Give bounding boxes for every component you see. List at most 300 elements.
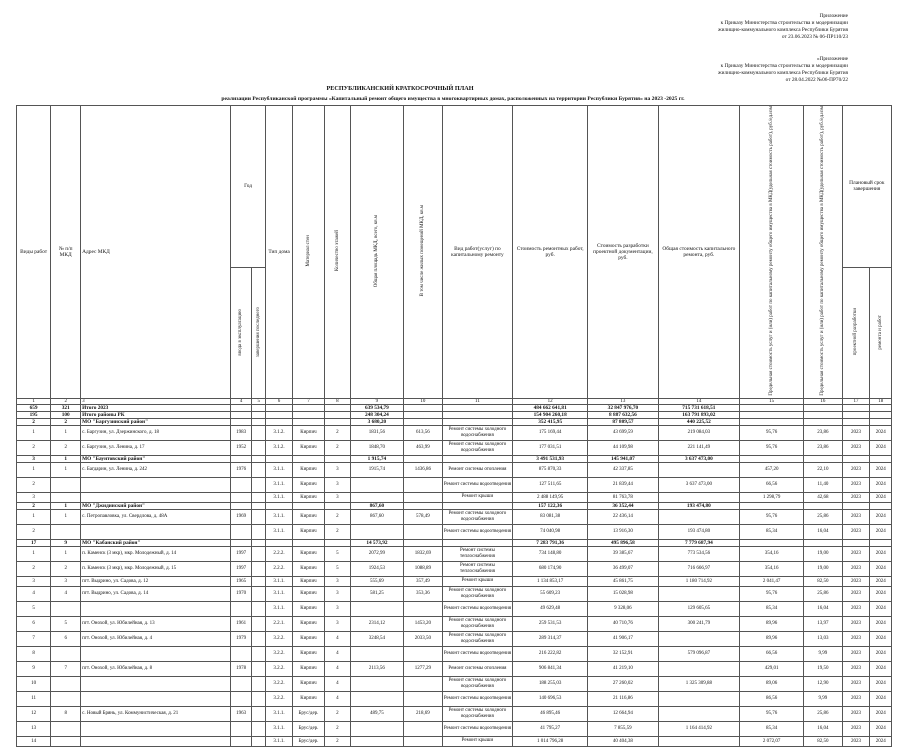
cell-empty xyxy=(739,539,803,546)
limit-cost-design: 19,00 xyxy=(804,546,843,561)
mkd-number xyxy=(51,721,81,736)
wall-material: Брус/дер. xyxy=(292,736,324,746)
district-area: 867,60 xyxy=(350,502,403,509)
cell-empty xyxy=(870,455,892,462)
table-row xyxy=(17,721,892,736)
house-type: 3.2.2. xyxy=(266,646,293,661)
year-last-repair xyxy=(252,492,266,502)
wall-material: Брус/дер. xyxy=(292,721,324,736)
limit-cost-works: 85,34 xyxy=(739,601,803,616)
year-last-repair xyxy=(252,576,266,586)
cell-empty xyxy=(266,411,293,418)
work-kind: Ремонт системы холодного водоснабжения xyxy=(442,631,513,646)
term-design: 2023 xyxy=(842,440,870,455)
header-wall-material: Материал стен xyxy=(292,106,324,399)
year-last-repair xyxy=(252,477,266,492)
house-type: 3.1.2. xyxy=(266,440,293,455)
appendix-line: Приложение xyxy=(819,13,848,19)
row-number: 3 xyxy=(17,492,51,502)
column-number: 2 xyxy=(51,398,81,404)
mkd-number xyxy=(51,601,81,616)
design-cost: 40 404,38 xyxy=(588,736,659,746)
limit-cost-design: 13,97 xyxy=(804,616,843,631)
work-kind: Ремонт системы холодного водоснабжения xyxy=(442,440,513,455)
year-last-repair xyxy=(252,440,266,455)
house-type: 3.1.1. xyxy=(266,462,293,477)
wall-material: Кирпич xyxy=(292,646,324,661)
living-area xyxy=(404,477,443,492)
year-built xyxy=(230,736,251,746)
totals-row xyxy=(17,411,892,418)
limit-cost-design: 12,90 xyxy=(804,676,843,691)
limit-cost-design: 25,86 xyxy=(804,706,843,721)
cell-empty xyxy=(266,404,293,411)
limit-cost-design: 82,50 xyxy=(804,576,843,586)
address xyxy=(81,524,231,539)
living-area xyxy=(404,736,443,746)
total-cost: 3 637 473,00 xyxy=(658,477,739,492)
district-count-works: 17 xyxy=(17,539,51,546)
total-works-cost: 484 662 641,81 xyxy=(513,404,588,411)
row-number: 8 xyxy=(17,646,51,661)
column-number: 16 xyxy=(804,398,843,404)
cell-empty xyxy=(292,411,324,418)
header-work-kind: Вид работ(услуг) по капитальному ремонту xyxy=(442,106,513,399)
house-type: 3.1.1. xyxy=(266,509,293,524)
district-area: 3 680,20 xyxy=(350,418,403,425)
appendix-line: к Приказу Министерства строительства и модернизации xyxy=(720,20,848,26)
year-last-repair xyxy=(252,524,266,539)
year-built: 1965 xyxy=(230,576,251,586)
header-total-cost: Общая стоимость капитального ремонта, руб. xyxy=(658,106,739,399)
work-kind: Ремонт системы водоотведения xyxy=(442,691,513,706)
work-kind: Ремонт системы водоотведения xyxy=(442,524,513,539)
cell-empty xyxy=(325,404,351,411)
district-total-cost: 440 225,52 xyxy=(658,418,739,425)
cell-empty xyxy=(230,404,251,411)
works-cost: 1 014 796,28 xyxy=(513,736,588,746)
totals-body xyxy=(17,404,892,418)
total-area: 867,60 xyxy=(350,509,403,524)
header-year: Год xyxy=(230,106,265,268)
living-area xyxy=(404,691,443,706)
cell-empty xyxy=(739,455,803,462)
cell-empty xyxy=(292,418,324,425)
cell-empty xyxy=(252,418,266,425)
mkd-number: 1 xyxy=(51,509,81,524)
limit-cost-design: 25,86 xyxy=(804,586,843,601)
wall-material: Кирпич xyxy=(292,631,324,646)
district-count-mkd: 1 xyxy=(51,455,81,462)
wall-material: Кирпич xyxy=(292,616,324,631)
total-area: 2072,99 xyxy=(350,546,403,561)
document-subtitle: реализации Республиканской программы «Капитальный ремонт общего имущества в многоквартирных домах, расположенных на территории Республики Бурятия» на 2023 -2025 гг. xyxy=(221,96,685,102)
total-area: 3248,54 xyxy=(350,631,403,646)
work-kind: Ремонт системы водоотведения xyxy=(442,601,513,616)
wall-material: Кирпич xyxy=(292,576,324,586)
header-floors: Количество этажей xyxy=(325,106,351,399)
works-cost: 906 841,34 xyxy=(513,661,588,676)
cell-empty xyxy=(404,411,443,418)
work-kind: Ремонт системы теплоснабжения xyxy=(442,561,513,576)
works-cost: 734 148,80 xyxy=(513,546,588,561)
row-number: 4 xyxy=(17,586,51,601)
limit-cost-design: 25,86 xyxy=(804,509,843,524)
wall-material: Кирпич xyxy=(292,492,324,502)
design-cost: 32 152,91 xyxy=(588,646,659,661)
floors: 3 xyxy=(325,462,351,477)
term-design: 2023 xyxy=(842,736,870,746)
year-built xyxy=(230,524,251,539)
year-last-repair xyxy=(252,616,266,631)
limit-cost-works: 89,06 xyxy=(739,676,803,691)
table-row xyxy=(17,524,892,539)
mkd-number: 2 xyxy=(51,440,81,455)
appendix-note-previous xyxy=(718,56,848,84)
district-row xyxy=(17,455,892,462)
column-number: 13 xyxy=(588,398,659,404)
year-last-repair xyxy=(252,631,266,646)
term-repair: 2024 xyxy=(870,509,892,524)
district-area: 1 915,74 xyxy=(350,455,403,462)
address: с. Баргузин, ул. Ленина, д. 17 xyxy=(81,440,231,455)
term-design: 2023 xyxy=(842,576,870,586)
house-type: 3.2.2. xyxy=(266,631,293,646)
column-number: 6 xyxy=(266,398,293,404)
address xyxy=(81,601,231,616)
total-area: 555,69 xyxy=(350,576,403,586)
total-area: 581,25 xyxy=(350,586,403,601)
house-type: 3.1.1. xyxy=(266,524,293,539)
limit-cost-design: 9,99 xyxy=(804,646,843,661)
cell-empty xyxy=(230,539,251,546)
year-built: 1979 xyxy=(230,631,251,646)
floors: 2 xyxy=(325,721,351,736)
column-number: 9 xyxy=(350,398,403,404)
limit-cost-works: 457,20 xyxy=(739,462,803,477)
work-kind: Ремонт системы холодного водоснабжения xyxy=(442,676,513,691)
term-design: 2023 xyxy=(842,561,870,576)
table-row xyxy=(17,646,892,661)
plan-table xyxy=(16,105,892,747)
cell-empty xyxy=(442,455,513,462)
district-works-cost: 352 415,95 xyxy=(513,418,588,425)
total-area: 1848,70 xyxy=(350,440,403,455)
address xyxy=(81,492,231,502)
cell-empty xyxy=(252,455,266,462)
total-area xyxy=(350,646,403,661)
work-kind: Ремонт системы водоотведения xyxy=(442,721,513,736)
total-area: 248 304,24 xyxy=(350,411,403,418)
cell-empty xyxy=(842,418,870,425)
limit-cost-works: 2 041,47 xyxy=(739,576,803,586)
wall-material: Кирпич xyxy=(292,601,324,616)
works-cost: 875 870,33 xyxy=(513,462,588,477)
year-built: 1983 xyxy=(230,425,251,440)
row-number: 5 xyxy=(17,601,51,616)
column-number: 7 xyxy=(292,398,324,404)
works-cost: 2 488 149,95 xyxy=(513,492,588,502)
total-cost: 219 084,03 xyxy=(658,425,739,440)
term-design: 2023 xyxy=(842,676,870,691)
column-number: 12 xyxy=(513,398,588,404)
total-area xyxy=(350,524,403,539)
term-design: 2023 xyxy=(842,631,870,646)
work-kind: Ремонт системы отопления xyxy=(442,661,513,676)
total-works-cost: 154 904 260,18 xyxy=(513,411,588,418)
total-design-cost: 32 847 976,70 xyxy=(588,404,659,411)
works-cost: 1 134 853,17 xyxy=(513,576,588,586)
house-type: 3.1.1. xyxy=(266,586,293,601)
header-year-commissioning: ввода в эксплуатацию xyxy=(230,267,251,398)
total-area xyxy=(350,736,403,746)
column-number: 5 xyxy=(252,398,266,404)
floors: 5 xyxy=(325,561,351,576)
cell-empty xyxy=(252,404,266,411)
living-area: 1453,20 xyxy=(404,616,443,631)
header-year-last-repair: завершения последнего xyxy=(252,267,266,398)
cell-empty xyxy=(266,502,293,509)
header-row xyxy=(17,106,892,268)
cell-empty xyxy=(292,502,324,509)
design-cost: 15 028,98 xyxy=(588,586,659,601)
table-row xyxy=(17,676,892,691)
living-area: 218,69 xyxy=(404,706,443,721)
row-number: 7 xyxy=(17,631,51,646)
total-count-mkd: 321 xyxy=(51,404,81,411)
term-repair: 2024 xyxy=(870,546,892,561)
mkd-number xyxy=(51,524,81,539)
row-number: 1 xyxy=(17,546,51,561)
total-area xyxy=(350,676,403,691)
cell-empty xyxy=(870,418,892,425)
year-built: 1997 xyxy=(230,561,251,576)
limit-cost-design: 16,04 xyxy=(804,601,843,616)
appendix-line: жилищно-коммунального комплекса Республики Бурятия xyxy=(718,27,848,33)
row-number: 13 xyxy=(17,721,51,736)
year-last-repair xyxy=(252,425,266,440)
total-cost: 1 180 714,92 xyxy=(658,576,739,586)
address: пгт. Выдрино, ул. Садова, д. 12 xyxy=(81,576,231,586)
house-type: 2.2.2. xyxy=(266,546,293,561)
year-last-repair xyxy=(252,462,266,477)
work-kind: Ремонт системы холодного водоснабжения xyxy=(442,706,513,721)
column-number: 4 xyxy=(230,398,251,404)
cell-empty xyxy=(739,404,803,411)
term-repair: 2024 xyxy=(870,561,892,576)
limit-cost-design: 22,10 xyxy=(804,462,843,477)
term-design: 2023 xyxy=(842,601,870,616)
floors: 2 xyxy=(325,440,351,455)
cell-empty xyxy=(266,539,293,546)
design-cost: 43 699,59 xyxy=(588,425,659,440)
district-area: 14 573,92 xyxy=(350,539,403,546)
row-number: 1 xyxy=(17,425,51,440)
living-area: 353,36 xyxy=(404,586,443,601)
house-type: 2.2.2. xyxy=(266,561,293,576)
year-built: 1997 xyxy=(230,546,251,561)
cell-empty xyxy=(252,539,266,546)
cell-empty xyxy=(870,502,892,509)
design-cost: 27 260,02 xyxy=(588,676,659,691)
header-term-design: проектной разработки xyxy=(842,267,870,398)
limit-cost-works: 85,34 xyxy=(739,721,803,736)
wall-material: Кирпич xyxy=(292,561,324,576)
total-cost xyxy=(658,706,739,721)
row-number: 12 xyxy=(17,706,51,721)
table-row xyxy=(17,477,892,492)
cell-empty xyxy=(325,502,351,509)
year-built xyxy=(230,601,251,616)
house-type: 3.1.2. xyxy=(266,425,293,440)
address xyxy=(81,721,231,736)
mkd-number: 1 xyxy=(51,546,81,561)
year-built: 1969 xyxy=(230,509,251,524)
term-repair: 2024 xyxy=(870,462,892,477)
cell-empty xyxy=(266,455,293,462)
cell-empty xyxy=(870,539,892,546)
design-cost: 13 916,30 xyxy=(588,524,659,539)
header-design-cost: Стоимость разработки проектной документации, руб. xyxy=(588,106,659,399)
term-repair: 2024 xyxy=(870,646,892,661)
term-design: 2023 xyxy=(842,721,870,736)
year-last-repair xyxy=(252,676,266,691)
works-cost: 177 031,51 xyxy=(513,440,588,455)
limit-cost-design: 13,03 xyxy=(804,631,843,646)
cell-empty xyxy=(739,502,803,509)
total-design-cost: 8 887 632,56 xyxy=(588,411,659,418)
appendix-note-current xyxy=(718,13,848,41)
works-cost: 41 795,27 xyxy=(513,721,588,736)
limit-cost-works: 95,76 xyxy=(739,509,803,524)
total-cost xyxy=(658,586,739,601)
total-area xyxy=(350,477,403,492)
district-name: МО "Баунтовский район" xyxy=(81,455,231,462)
wall-material: Кирпич xyxy=(292,477,324,492)
address: пгт. Онохой, ул. Юбилейная, д. 8 xyxy=(81,661,231,676)
cell-empty xyxy=(230,502,251,509)
row-number: 3 xyxy=(17,576,51,586)
wall-material: Кирпич xyxy=(292,462,324,477)
mkd-number xyxy=(51,646,81,661)
cell-empty xyxy=(804,502,843,509)
appendix-line: от 23.06.2023 № 06-ПР110/23 xyxy=(781,34,848,40)
living-area: 1088,89 xyxy=(404,561,443,576)
column-number: 17 xyxy=(842,398,870,404)
work-kind: Ремонт системы водоотведения xyxy=(442,477,513,492)
total-label: Итого районы РК xyxy=(81,411,231,418)
cell-empty xyxy=(442,418,513,425)
term-design: 2023 xyxy=(842,706,870,721)
term-design: 2023 xyxy=(842,546,870,561)
house-type: 3.1.1. xyxy=(266,492,293,502)
table-row xyxy=(17,561,892,576)
term-repair: 2024 xyxy=(870,477,892,492)
year-last-repair xyxy=(252,646,266,661)
living-area xyxy=(404,676,443,691)
address xyxy=(81,736,231,746)
wall-material: Брус/дер. xyxy=(292,706,324,721)
work-kind: Ремонт крыши xyxy=(442,736,513,746)
floors: 2 xyxy=(325,706,351,721)
district-total-cost: 3 637 473,00 xyxy=(658,455,739,462)
cell-empty xyxy=(842,411,870,418)
year-last-repair xyxy=(252,736,266,746)
work-kind: Ремонт системы холодного водоснабжения xyxy=(442,509,513,524)
term-design: 2023 xyxy=(842,425,870,440)
row-number: 6 xyxy=(17,616,51,631)
year-built: 1961 xyxy=(230,616,251,631)
works-cost: 140 696,53 xyxy=(513,691,588,706)
cell-empty xyxy=(404,455,443,462)
cell-empty xyxy=(292,404,324,411)
year-built xyxy=(230,721,251,736)
wall-material: Кирпич xyxy=(292,691,324,706)
year-built xyxy=(230,477,251,492)
district-name: МО "Джидинский район" xyxy=(81,502,231,509)
address: п. Каменск (3 мкр), мкр. Молодежный, д. 15 xyxy=(81,561,231,576)
column-number: 3 xyxy=(81,398,231,404)
limit-cost-works: 95,76 xyxy=(739,586,803,601)
cell-empty xyxy=(842,404,870,411)
year-last-repair xyxy=(252,661,266,676)
row-number: 2 xyxy=(17,561,51,576)
limit-cost-works: 429,01 xyxy=(739,661,803,676)
cell-empty xyxy=(404,539,443,546)
year-last-repair xyxy=(252,509,266,524)
table-row xyxy=(17,509,892,524)
floors: 2 xyxy=(325,425,351,440)
floors: 4 xyxy=(325,661,351,676)
cell-empty xyxy=(804,539,843,546)
row-number: 9 xyxy=(17,661,51,676)
cell-empty xyxy=(804,404,843,411)
district-design-cost: 36 352,44 xyxy=(588,502,659,509)
limit-cost-works: 1 298,79 xyxy=(739,492,803,502)
district-count-mkd: 9 xyxy=(51,539,81,546)
table-row xyxy=(17,462,892,477)
total-cost: 1 325 309,88 xyxy=(658,676,739,691)
total-cost xyxy=(658,492,739,502)
total-area: 2314,12 xyxy=(350,616,403,631)
column-number: 15 xyxy=(739,398,803,404)
address: с. Петропавловка, ул. Свердлова, д. 48А xyxy=(81,509,231,524)
district-design-cost: 145 941,07 xyxy=(588,455,659,462)
mkd-number: 4 xyxy=(51,586,81,601)
term-repair: 2024 xyxy=(870,691,892,706)
year-built: 1952 xyxy=(230,440,251,455)
house-type: 3.1.1. xyxy=(266,736,293,746)
total-area xyxy=(350,721,403,736)
table-row xyxy=(17,691,892,706)
address xyxy=(81,646,231,661)
appendix-line: «Приложение xyxy=(816,56,848,62)
row-number: 2 xyxy=(17,477,51,492)
living-area: 578,49 xyxy=(404,509,443,524)
table-row xyxy=(17,601,892,616)
living-area: 1436,86 xyxy=(404,462,443,477)
term-design: 2023 xyxy=(842,492,870,502)
year-built xyxy=(230,646,251,661)
works-cost: 259 531,53 xyxy=(513,616,588,631)
total-cost: 163 791 893,02 xyxy=(658,411,739,418)
district-row xyxy=(17,418,892,425)
term-repair: 2024 xyxy=(870,676,892,691)
district-count-works: 2 xyxy=(17,502,51,509)
total-cost: 129 605,65 xyxy=(658,601,739,616)
table-row xyxy=(17,631,892,646)
district-works-cost: 157 122,36 xyxy=(513,502,588,509)
